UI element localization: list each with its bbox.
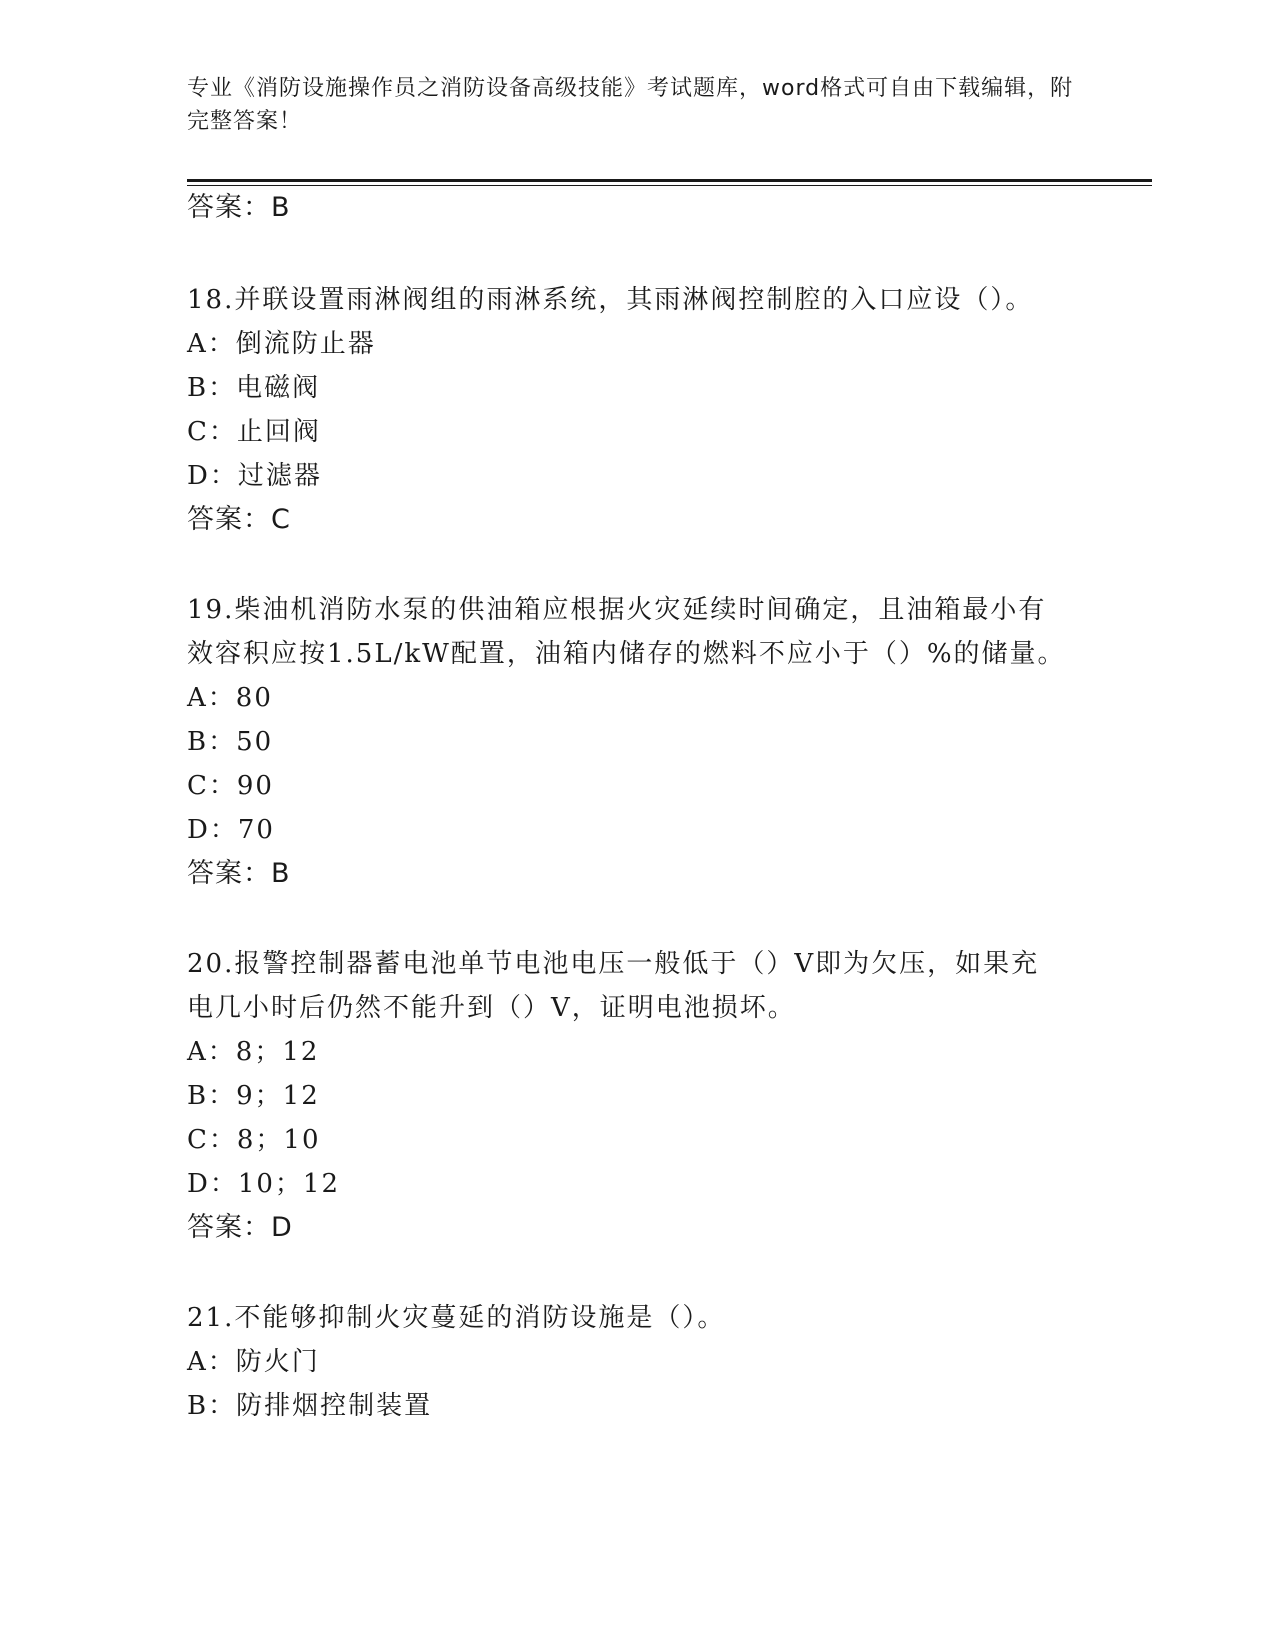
question-19-option-a: A：80 xyxy=(187,683,273,713)
question-21-option-b: B：防排烟控制装置 xyxy=(187,1391,433,1421)
question-20-option-b: B：9；12 xyxy=(187,1081,320,1111)
question-19-option-d: D：70 xyxy=(187,815,275,845)
question-20-stem-line1: 20.报警控制器蓄电池单节电池电压一般低于（）V即为欠压，如果充 xyxy=(187,949,1040,979)
question-20-option-d: D：10；12 xyxy=(187,1169,341,1199)
question-19-option-c: C：90 xyxy=(187,771,274,801)
question-21-option-a: A：防火门 xyxy=(187,1347,320,1377)
question-21-stem: 21.不能够抑制火灾蔓延的消防设施是（）。 xyxy=(187,1303,726,1333)
question-20-stem-line2: 电几小时后仍然不能升到（）V，证明电池损坏。 xyxy=(187,993,796,1023)
question-18-option-a: A：倒流防止器 xyxy=(187,329,376,359)
question-18-option-c: C：止回阀 xyxy=(187,417,321,447)
document-header: 专业《消防设施操作员之消防设备高级技能》考试题库，word格式可自由下载编辑，附完整答案！ xyxy=(187,76,1074,134)
header-rule-thin xyxy=(187,185,1152,186)
question-19-stem-line2: 效容积应按1.5L/kW配置，油箱内储存的燃料不应小于（）%的储量。 xyxy=(187,639,1066,669)
question-18-stem: 18.并联设置雨淋阀组的雨淋系统，其雨淋阀控制腔的入口应设（）。 xyxy=(187,285,1034,315)
question-18-option-b: B：电磁阀 xyxy=(187,373,321,403)
answer-20: 答案：D xyxy=(187,1212,293,1243)
answer-17: 答案：B xyxy=(187,192,291,223)
answer-19: 答案：B xyxy=(187,858,291,889)
question-19-stem-line1: 19.柴油机消防水泵的供油箱应根据火灾延续时间确定，且油箱最小有 xyxy=(187,595,1047,625)
answer-18: 答案：C xyxy=(187,504,291,535)
question-20-option-a: A：8；12 xyxy=(187,1037,320,1067)
question-19-option-b: B：50 xyxy=(187,727,274,757)
question-18-option-d: D：过滤器 xyxy=(187,461,322,491)
header-rule-thick xyxy=(187,179,1152,182)
question-20-option-c: C：8；10 xyxy=(187,1125,321,1155)
